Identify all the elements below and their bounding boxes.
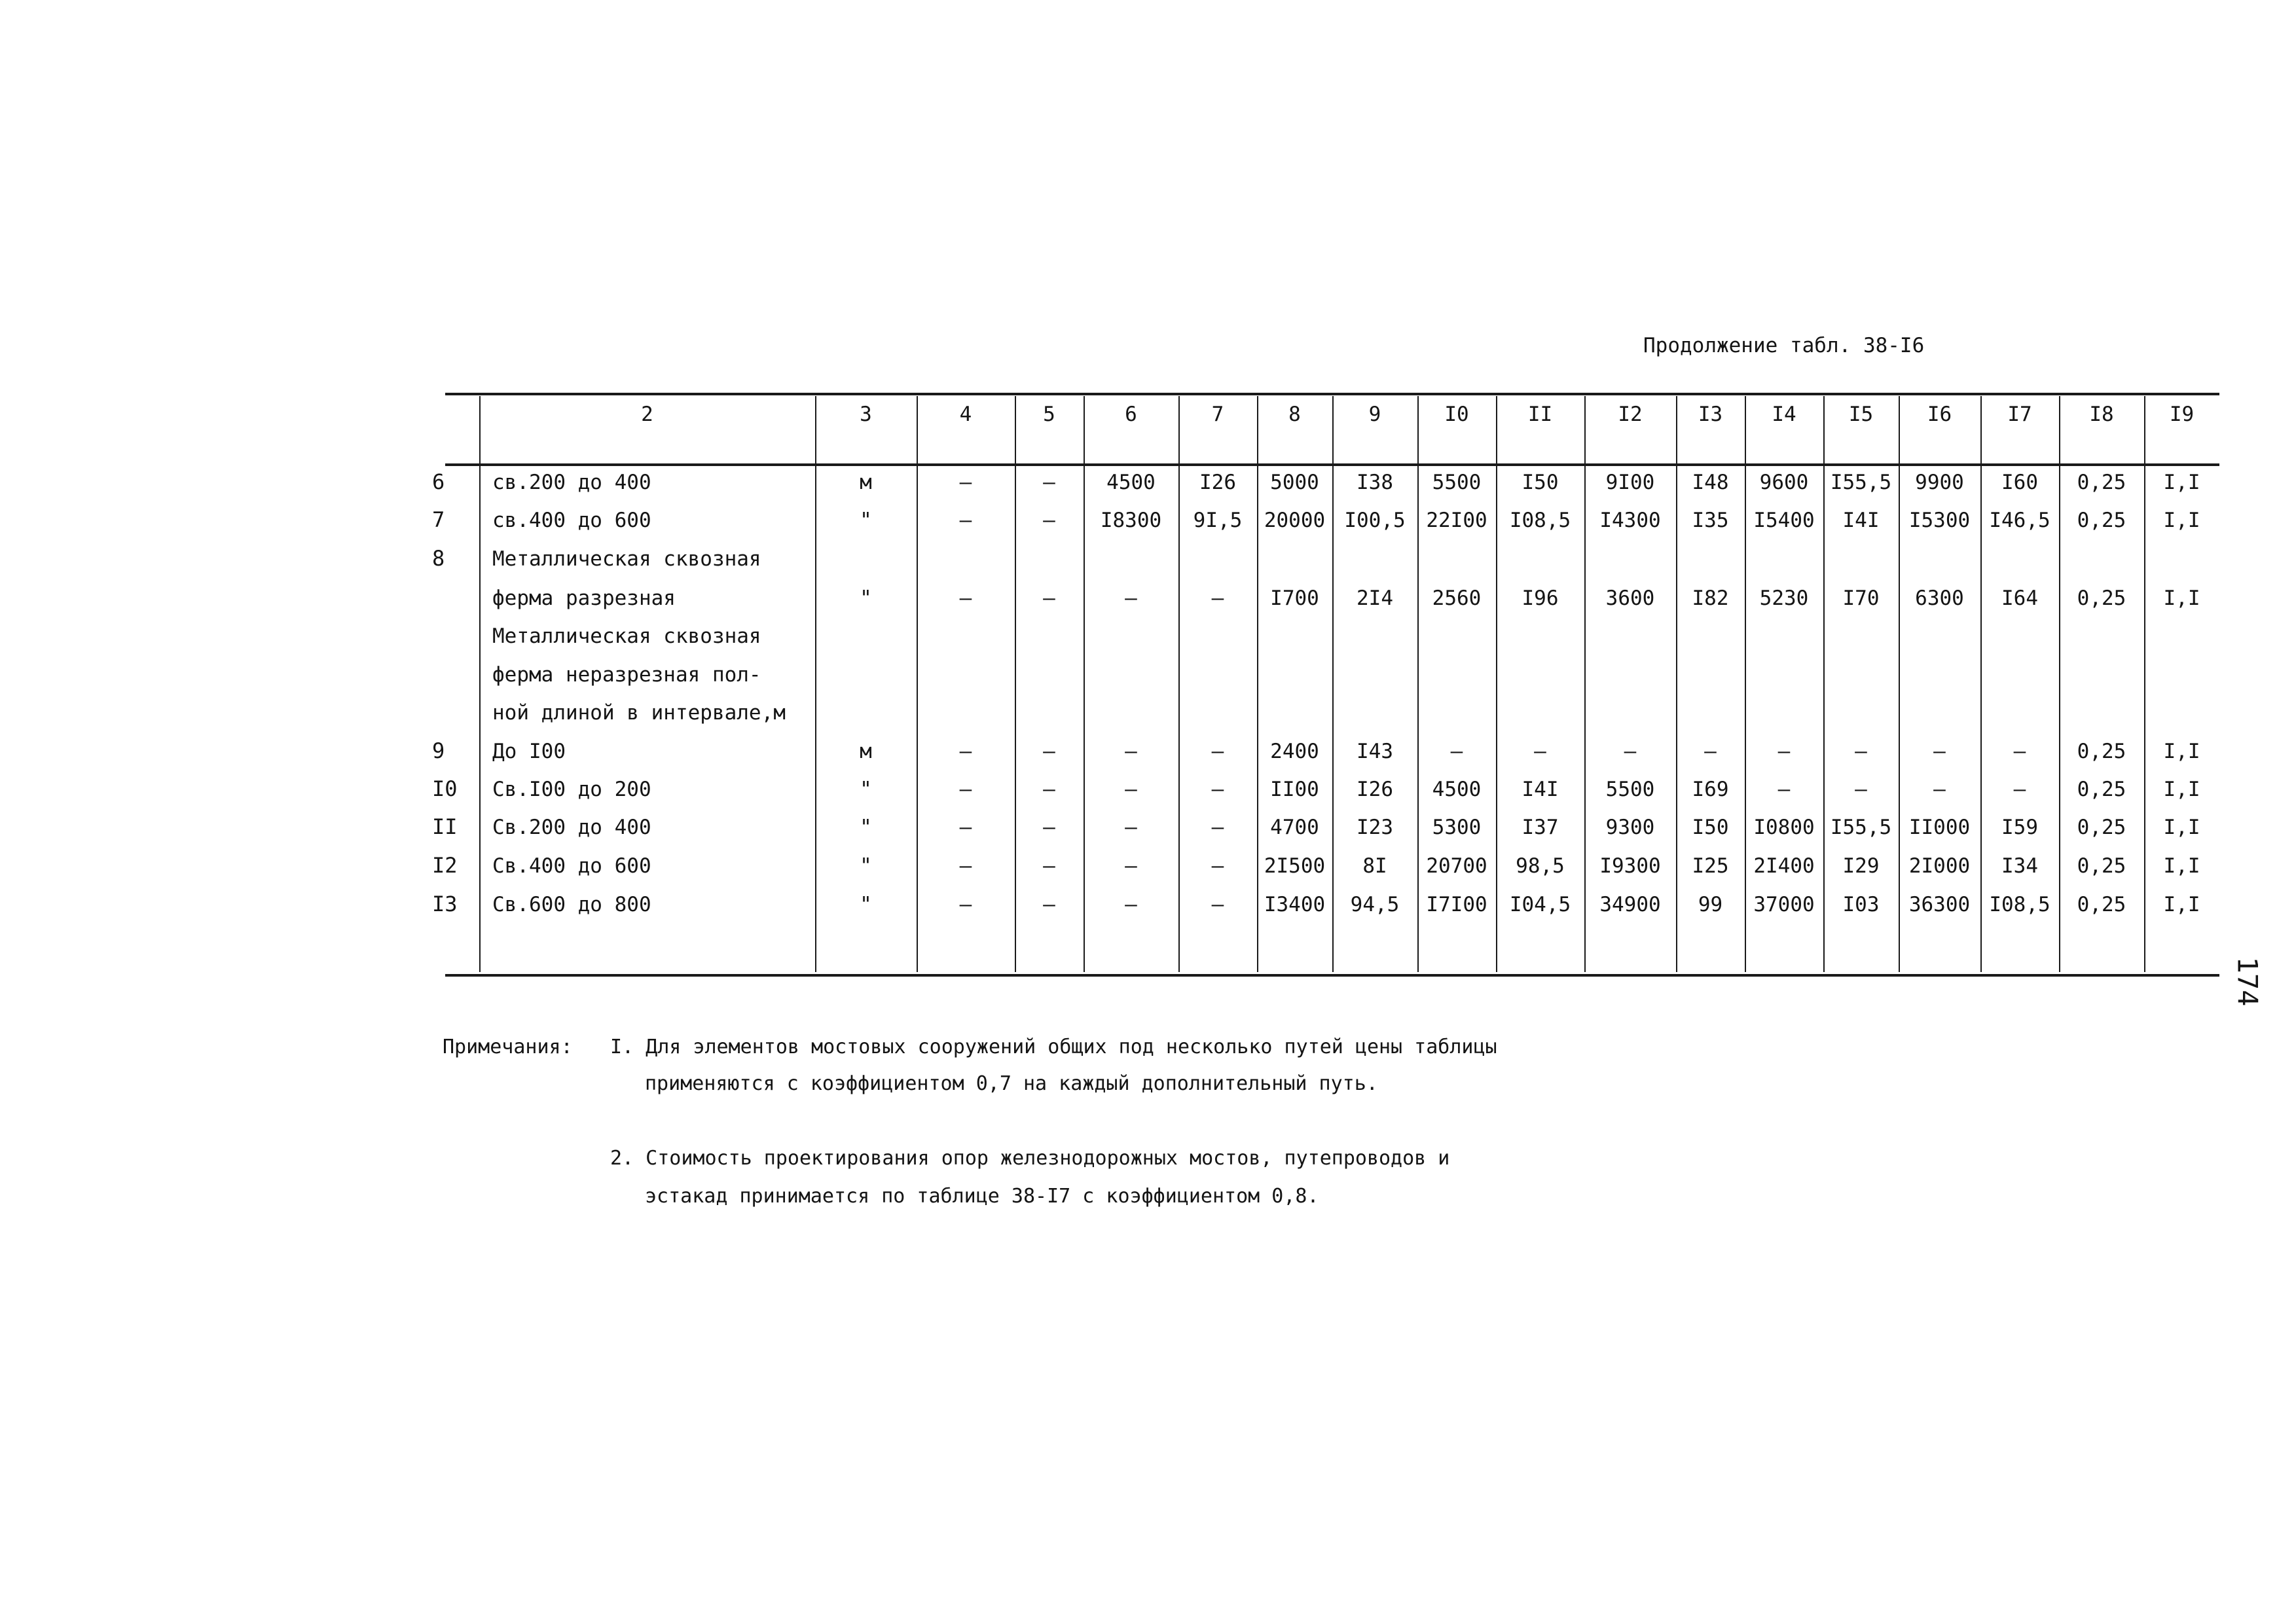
table-cell: 9I,5 — [1193, 509, 1243, 532]
table-cell: – — [1125, 854, 1137, 878]
table-top-rule — [445, 393, 2219, 395]
row-number: 6 — [432, 469, 445, 494]
table-cell: – — [1777, 778, 1791, 801]
row-number: I0 — [432, 776, 458, 801]
note-1-line-2: применяются с коэффициентом 0,7 на каждый дополнительный путь. — [645, 1072, 1378, 1095]
table-cell: 8I — [1362, 854, 1387, 878]
table-cell: 5500 — [1432, 471, 1482, 494]
table-cell: 5300 — [1432, 816, 1482, 839]
table-cell: I08,5 — [1989, 893, 2050, 916]
table-cell: 6300 — [1915, 586, 1964, 610]
table-cell: – — [1855, 740, 1867, 763]
column-header: 4 — [959, 403, 972, 426]
table-cell: 9600 — [1759, 471, 1809, 494]
table-cell: 2I400 — [1753, 854, 1815, 878]
table-cell: I,I — [2163, 471, 2200, 494]
table-cell: I60 — [2001, 471, 2038, 494]
table-cell: I,I — [2163, 816, 2200, 839]
table-cell: – — [1125, 893, 1137, 916]
table-cell: I03 — [1842, 893, 1880, 916]
note-1-line-1: I. Для элементов мостовых сооружений общих под несколько путей цены таблицы — [610, 1036, 1497, 1058]
table-cell: 0,25 — [2077, 893, 2126, 916]
note-2-line-2: эстакад принимается по таблице 38-I7 с коэффициентом 0,8. — [645, 1185, 1319, 1208]
table-cell: 3600 — [1605, 586, 1655, 610]
table-cell: I,I — [2163, 893, 2200, 916]
table-cell: – — [1211, 893, 1224, 916]
table-cell: I,I — [2163, 586, 2200, 610]
table-cell: – — [959, 740, 972, 763]
table-cell: – — [1043, 471, 1055, 494]
table-cell-description: Металлическая сквозная — [492, 624, 761, 648]
table-cell-description: До I00 — [492, 740, 566, 763]
table-cell: I,I — [2163, 778, 2200, 801]
table-cell: 0,25 — [2077, 816, 2126, 839]
table-cell: – — [959, 816, 972, 839]
table-cell-description: Св.400 до 600 — [492, 854, 651, 878]
table-cell: I26 — [1199, 471, 1236, 494]
table-cell: I46,5 — [1989, 509, 2050, 532]
table-cell: " — [860, 509, 872, 532]
table-cell: – — [1777, 740, 1791, 763]
column-header: 7 — [1211, 403, 1224, 426]
table-cell: I23 — [1357, 816, 1393, 839]
table-cell: I8300 — [1100, 509, 1162, 532]
table-cell: – — [959, 586, 972, 610]
table-cell: I700 — [1270, 586, 1319, 610]
table-cell: – — [959, 854, 972, 878]
table-cell: – — [1043, 509, 1055, 532]
column-header: 5 — [1043, 403, 1055, 426]
table-cell: 0,25 — [2077, 471, 2126, 494]
note-2-line-1: 2. Стоимость проектирования опор железнодорожных мостов, путепроводов и — [610, 1147, 1450, 1170]
table-cell-description: Св.600 до 800 — [492, 893, 651, 916]
table-cell: – — [1211, 586, 1224, 610]
table-cell: I,I — [2163, 509, 2200, 532]
column-header: 2 — [641, 403, 653, 426]
table-cell: I26 — [1357, 778, 1393, 801]
table-cell: II000 — [1908, 816, 1971, 839]
table-cell: I35 — [1692, 509, 1729, 532]
table-cell: 0,25 — [2077, 778, 2126, 801]
table-cell: 2I4 — [1357, 586, 1393, 610]
table-cell: – — [2013, 740, 2026, 763]
column-header: I8 — [2089, 403, 2114, 426]
table-cell: I96 — [1522, 586, 1559, 610]
table-cell-description: ной длиной в интервале,м — [492, 701, 786, 725]
table-cell: I0800 — [1753, 816, 1815, 839]
table-cell: I38 — [1357, 471, 1393, 494]
table-cell: 99 — [1698, 893, 1723, 916]
column-header: I4 — [1772, 403, 1796, 426]
table-cell: 5500 — [1605, 778, 1655, 801]
table-cell: I48 — [1692, 471, 1729, 494]
column-header: 6 — [1125, 403, 1137, 426]
table-cell: – — [1211, 816, 1224, 839]
table-cell: I5300 — [1908, 509, 1971, 532]
table-cell: 5230 — [1759, 586, 1809, 610]
table-cell: – — [1043, 854, 1055, 878]
table-cell: 34900 — [1599, 893, 1661, 916]
table-cell: 0,25 — [2077, 740, 2126, 763]
table-cell: – — [1043, 778, 1055, 801]
column-header: I6 — [1927, 403, 1952, 426]
table-cell: I25 — [1692, 854, 1729, 878]
row-number: II — [432, 814, 458, 839]
column-header: II — [1527, 403, 1553, 426]
table-cell: – — [1125, 586, 1137, 610]
table-cell: – — [1933, 778, 1946, 801]
column-header: I9 — [2169, 403, 2195, 426]
table-cell: 5000 — [1270, 471, 1319, 494]
table-cell: I29 — [1842, 854, 1880, 878]
table-cell: 22I00 — [1426, 509, 1487, 532]
table-cell: I4I — [1522, 778, 1559, 801]
table-cell: 2I000 — [1908, 854, 1971, 878]
table-cell: " — [860, 778, 872, 801]
table-cell: " — [860, 816, 872, 839]
table-cell: I04,5 — [1509, 893, 1571, 916]
table-cell-description: св.400 до 600 — [492, 509, 651, 532]
table-cell: – — [1043, 740, 1055, 763]
table-cell: – — [1211, 778, 1224, 801]
table-cell: 20700 — [1426, 854, 1487, 878]
row-number: I2 — [432, 853, 458, 878]
table-cell: I64 — [2001, 586, 2038, 610]
table-cell: I,I — [2163, 854, 2200, 878]
table-cell: 0,25 — [2077, 509, 2126, 532]
table-cell: – — [1125, 778, 1137, 801]
table-cell: 9I00 — [1605, 471, 1655, 494]
table-cell-description: Св.200 до 400 — [492, 816, 651, 839]
table-cell: I4I — [1842, 509, 1880, 532]
table-cell: – — [1043, 816, 1055, 839]
table-caption: Продолжение табл. 38-I6 — [1643, 334, 1925, 357]
table-cell-description: св.200 до 400 — [492, 471, 651, 494]
table-cell: – — [1855, 778, 1867, 801]
table-cell: – — [1704, 740, 1717, 763]
table-cell: " — [860, 586, 872, 610]
table-cell: 0,25 — [2077, 586, 2126, 610]
column-header: I3 — [1698, 403, 1723, 426]
table-cell: 2400 — [1270, 740, 1319, 763]
table-cell: – — [1125, 740, 1137, 763]
table-cell: I50 — [1522, 471, 1559, 494]
table-cell: 94,5 — [1350, 893, 1400, 916]
table-cell: – — [1043, 893, 1055, 916]
table-cell: 4700 — [1270, 816, 1319, 839]
table-cell: – — [2013, 778, 2026, 801]
column-divider — [479, 396, 481, 972]
table-cell: I34 — [2001, 854, 2038, 878]
row-number: 9 — [432, 738, 445, 763]
table-cell: 9300 — [1605, 816, 1655, 839]
table-cell: 98,5 — [1516, 854, 1565, 878]
table-cell: I82 — [1692, 586, 1729, 610]
table-cell-description: ферма разрезная — [492, 586, 676, 610]
column-header: I7 — [2007, 403, 2032, 426]
table-cell: I59 — [2001, 816, 2038, 839]
table-cell: 4500 — [1432, 778, 1482, 801]
table-cell: I7I00 — [1426, 893, 1487, 916]
table-cell: I43 — [1357, 740, 1393, 763]
table-cell: I5400 — [1753, 509, 1815, 532]
table-cell: 2560 — [1432, 586, 1482, 610]
table-cell: 36300 — [1908, 893, 1971, 916]
column-header: I5 — [1848, 403, 1874, 426]
table-cell: 2I500 — [1264, 854, 1326, 878]
table-cell-description: Металлическая сквозная — [492, 547, 761, 571]
table-cell: 9900 — [1915, 471, 1964, 494]
table-cell: I3400 — [1264, 893, 1326, 916]
table-cell: – — [1211, 854, 1224, 878]
table-cell: 0,25 — [2077, 854, 2126, 878]
row-number: 8 — [432, 546, 445, 571]
table-cell: м — [860, 740, 872, 763]
table-cell: I4300 — [1599, 509, 1661, 532]
column-header: I2 — [1618, 403, 1643, 426]
table-cell: I,I — [2163, 740, 2200, 763]
table-cell: I50 — [1692, 816, 1729, 839]
table-cell-description: ферма неразрезная пол- — [492, 663, 761, 687]
column-header: 9 — [1368, 403, 1381, 426]
table-cell: I70 — [1842, 586, 1880, 610]
table-cell: – — [1624, 740, 1637, 763]
table-cell: – — [959, 509, 972, 532]
table-bottom-rule — [445, 974, 2219, 977]
table-cell: I08,5 — [1509, 509, 1571, 532]
table-cell: I55,5 — [1830, 471, 1892, 494]
table-cell: – — [1534, 740, 1546, 763]
table-cell: – — [1125, 816, 1137, 839]
table-cell: II00 — [1270, 778, 1319, 801]
page-number: 174 — [2231, 956, 2264, 1007]
table-cell: I37 — [1522, 816, 1559, 839]
table-cell: I9300 — [1599, 854, 1661, 878]
notes-label: Примечания: — [443, 1036, 573, 1058]
table-cell: I69 — [1692, 778, 1729, 801]
table-cell: – — [1211, 740, 1224, 763]
table-cell: – — [959, 893, 972, 916]
table-cell: I55,5 — [1830, 816, 1892, 839]
table-cell: – — [1043, 586, 1055, 610]
table-cell: I00,5 — [1344, 509, 1406, 532]
table-cell: 4500 — [1106, 471, 1156, 494]
table-cell: " — [860, 893, 872, 916]
table-cell: – — [959, 778, 972, 801]
table-cell-description: Св.I00 до 200 — [492, 778, 651, 801]
table-cell: 20000 — [1264, 509, 1326, 532]
table-cell: " — [860, 854, 872, 878]
row-number: I3 — [432, 892, 458, 916]
column-header: 3 — [860, 403, 872, 426]
column-header: 8 — [1288, 403, 1301, 426]
row-number: 7 — [432, 507, 445, 532]
table-cell: – — [959, 471, 972, 494]
table-cell: – — [1450, 740, 1463, 763]
table-cell: м — [860, 471, 872, 494]
table-cell: 37000 — [1753, 893, 1815, 916]
table-cell: – — [1933, 740, 1946, 763]
column-header: I0 — [1444, 403, 1469, 426]
